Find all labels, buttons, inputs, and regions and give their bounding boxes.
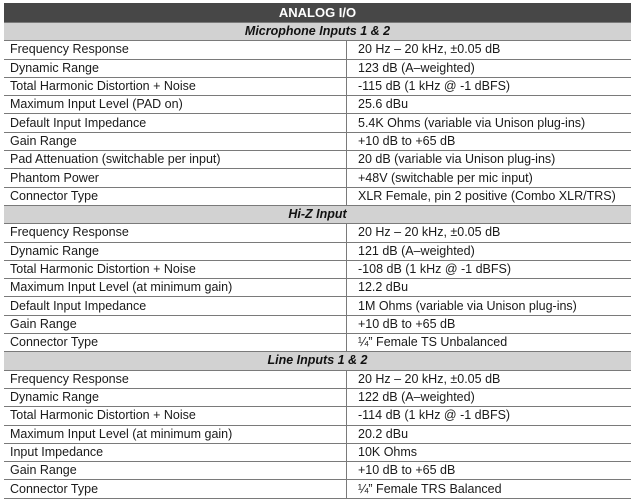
spec-label: Frequency Response (4, 224, 347, 242)
table-row (4, 462, 631, 480)
spec-value: ¼” Female TRS Balanced (347, 480, 632, 498)
spec-value: 20.2 dBu (347, 425, 632, 443)
table-row (4, 388, 631, 406)
section-heading: Microphone Inputs 1 & 2 (4, 23, 631, 41)
spec-label: Phantom Power (4, 169, 347, 187)
spec-value: 20 dB (variable via Unison plug-ins) (347, 151, 632, 169)
spec-value: 20 Hz – 20 kHz, ±0.05 dB (347, 370, 632, 388)
table-row (4, 480, 631, 498)
spec-label: Total Harmonic Distortion + Noise (4, 260, 347, 278)
spec-value: +10 dB to +65 dB (347, 132, 632, 150)
table-row (4, 370, 631, 388)
table-row (4, 279, 631, 297)
spec-value: +48V (switchable per mic input) (347, 169, 632, 187)
section-header-row (4, 205, 631, 223)
spec-label: Connector Type (4, 334, 347, 352)
spec-value: -115 dB (1 kHz @ -1 dBFS) (347, 77, 632, 95)
spec-label: Pad Attenuation (switchable per input) (4, 151, 347, 169)
spec-label: Frequency Response (4, 370, 347, 388)
spec-label: Gain Range (4, 462, 347, 480)
table-row (4, 260, 631, 278)
spec-table (4, 3, 631, 499)
spec-value: 12.2 dBu (347, 279, 632, 297)
title-row (4, 3, 631, 23)
table-row (4, 443, 631, 461)
spec-value: 10K Ohms (347, 443, 632, 461)
spec-label: Maximum Input Level (at minimum gain) (4, 425, 347, 443)
spec-label: Default Input Impedance (4, 114, 347, 132)
table-row (4, 169, 631, 187)
section-heading: Line Inputs 1 & 2 (4, 352, 631, 370)
spec-value: 121 dB (A–weighted) (347, 242, 632, 260)
spec-value: 122 dB (A–weighted) (347, 388, 632, 406)
spec-label: Gain Range (4, 132, 347, 150)
spec-label: Maximum Input Level (PAD on) (4, 96, 347, 114)
table-row (4, 224, 631, 242)
table-row (4, 315, 631, 333)
table-row (4, 242, 631, 260)
spec-label: Frequency Response (4, 41, 347, 59)
spec-label: Connector Type (4, 480, 347, 498)
table-row (4, 151, 631, 169)
spec-value: 123 dB (A–weighted) (347, 59, 632, 77)
spec-table-body (4, 3, 631, 498)
table-row (4, 334, 631, 352)
spec-value: +10 dB to +65 dB (347, 315, 632, 333)
section-header-row (4, 352, 631, 370)
spec-label: Dynamic Range (4, 242, 347, 260)
table-row (4, 96, 631, 114)
spec-label: Total Harmonic Distortion + Noise (4, 407, 347, 425)
spec-value: 20 Hz – 20 kHz, ±0.05 dB (347, 224, 632, 242)
table-row (4, 297, 631, 315)
spec-value: 5.4K Ohms (variable via Unison plug-ins) (347, 114, 632, 132)
spec-value: 25.6 dBu (347, 96, 632, 114)
spec-label: Gain Range (4, 315, 347, 333)
spec-value: 20 Hz – 20 kHz, ±0.05 dB (347, 41, 632, 59)
spec-label: Default Input Impedance (4, 297, 347, 315)
table-row (4, 132, 631, 150)
spec-label: Input Impedance (4, 443, 347, 461)
table-row (4, 59, 631, 77)
spec-label: Total Harmonic Distortion + Noise (4, 77, 347, 95)
section-header-row (4, 23, 631, 41)
spec-label: Connector Type (4, 187, 347, 205)
spec-value: +10 dB to +65 dB (347, 462, 632, 480)
spec-value: XLR Female, pin 2 positive (Combo XLR/TRS) (347, 187, 632, 205)
section-heading: Hi-Z Input (4, 205, 631, 223)
spec-label: Dynamic Range (4, 388, 347, 406)
table-row (4, 407, 631, 425)
spec-value: -108 dB (1 kHz @ -1 dBFS) (347, 260, 632, 278)
spec-label: Maximum Input Level (at minimum gain) (4, 279, 347, 297)
table-row (4, 114, 631, 132)
table-row (4, 187, 631, 205)
spec-value: ¼” Female TS Unbalanced (347, 334, 632, 352)
table-row (4, 41, 631, 59)
table-title: ANALOG I/O (4, 3, 631, 23)
table-row (4, 425, 631, 443)
spec-label: Dynamic Range (4, 59, 347, 77)
spec-value: 1M Ohms (variable via Unison plug-ins) (347, 297, 632, 315)
spec-value: -114 dB (1 kHz @ -1 dBFS) (347, 407, 632, 425)
table-row (4, 77, 631, 95)
